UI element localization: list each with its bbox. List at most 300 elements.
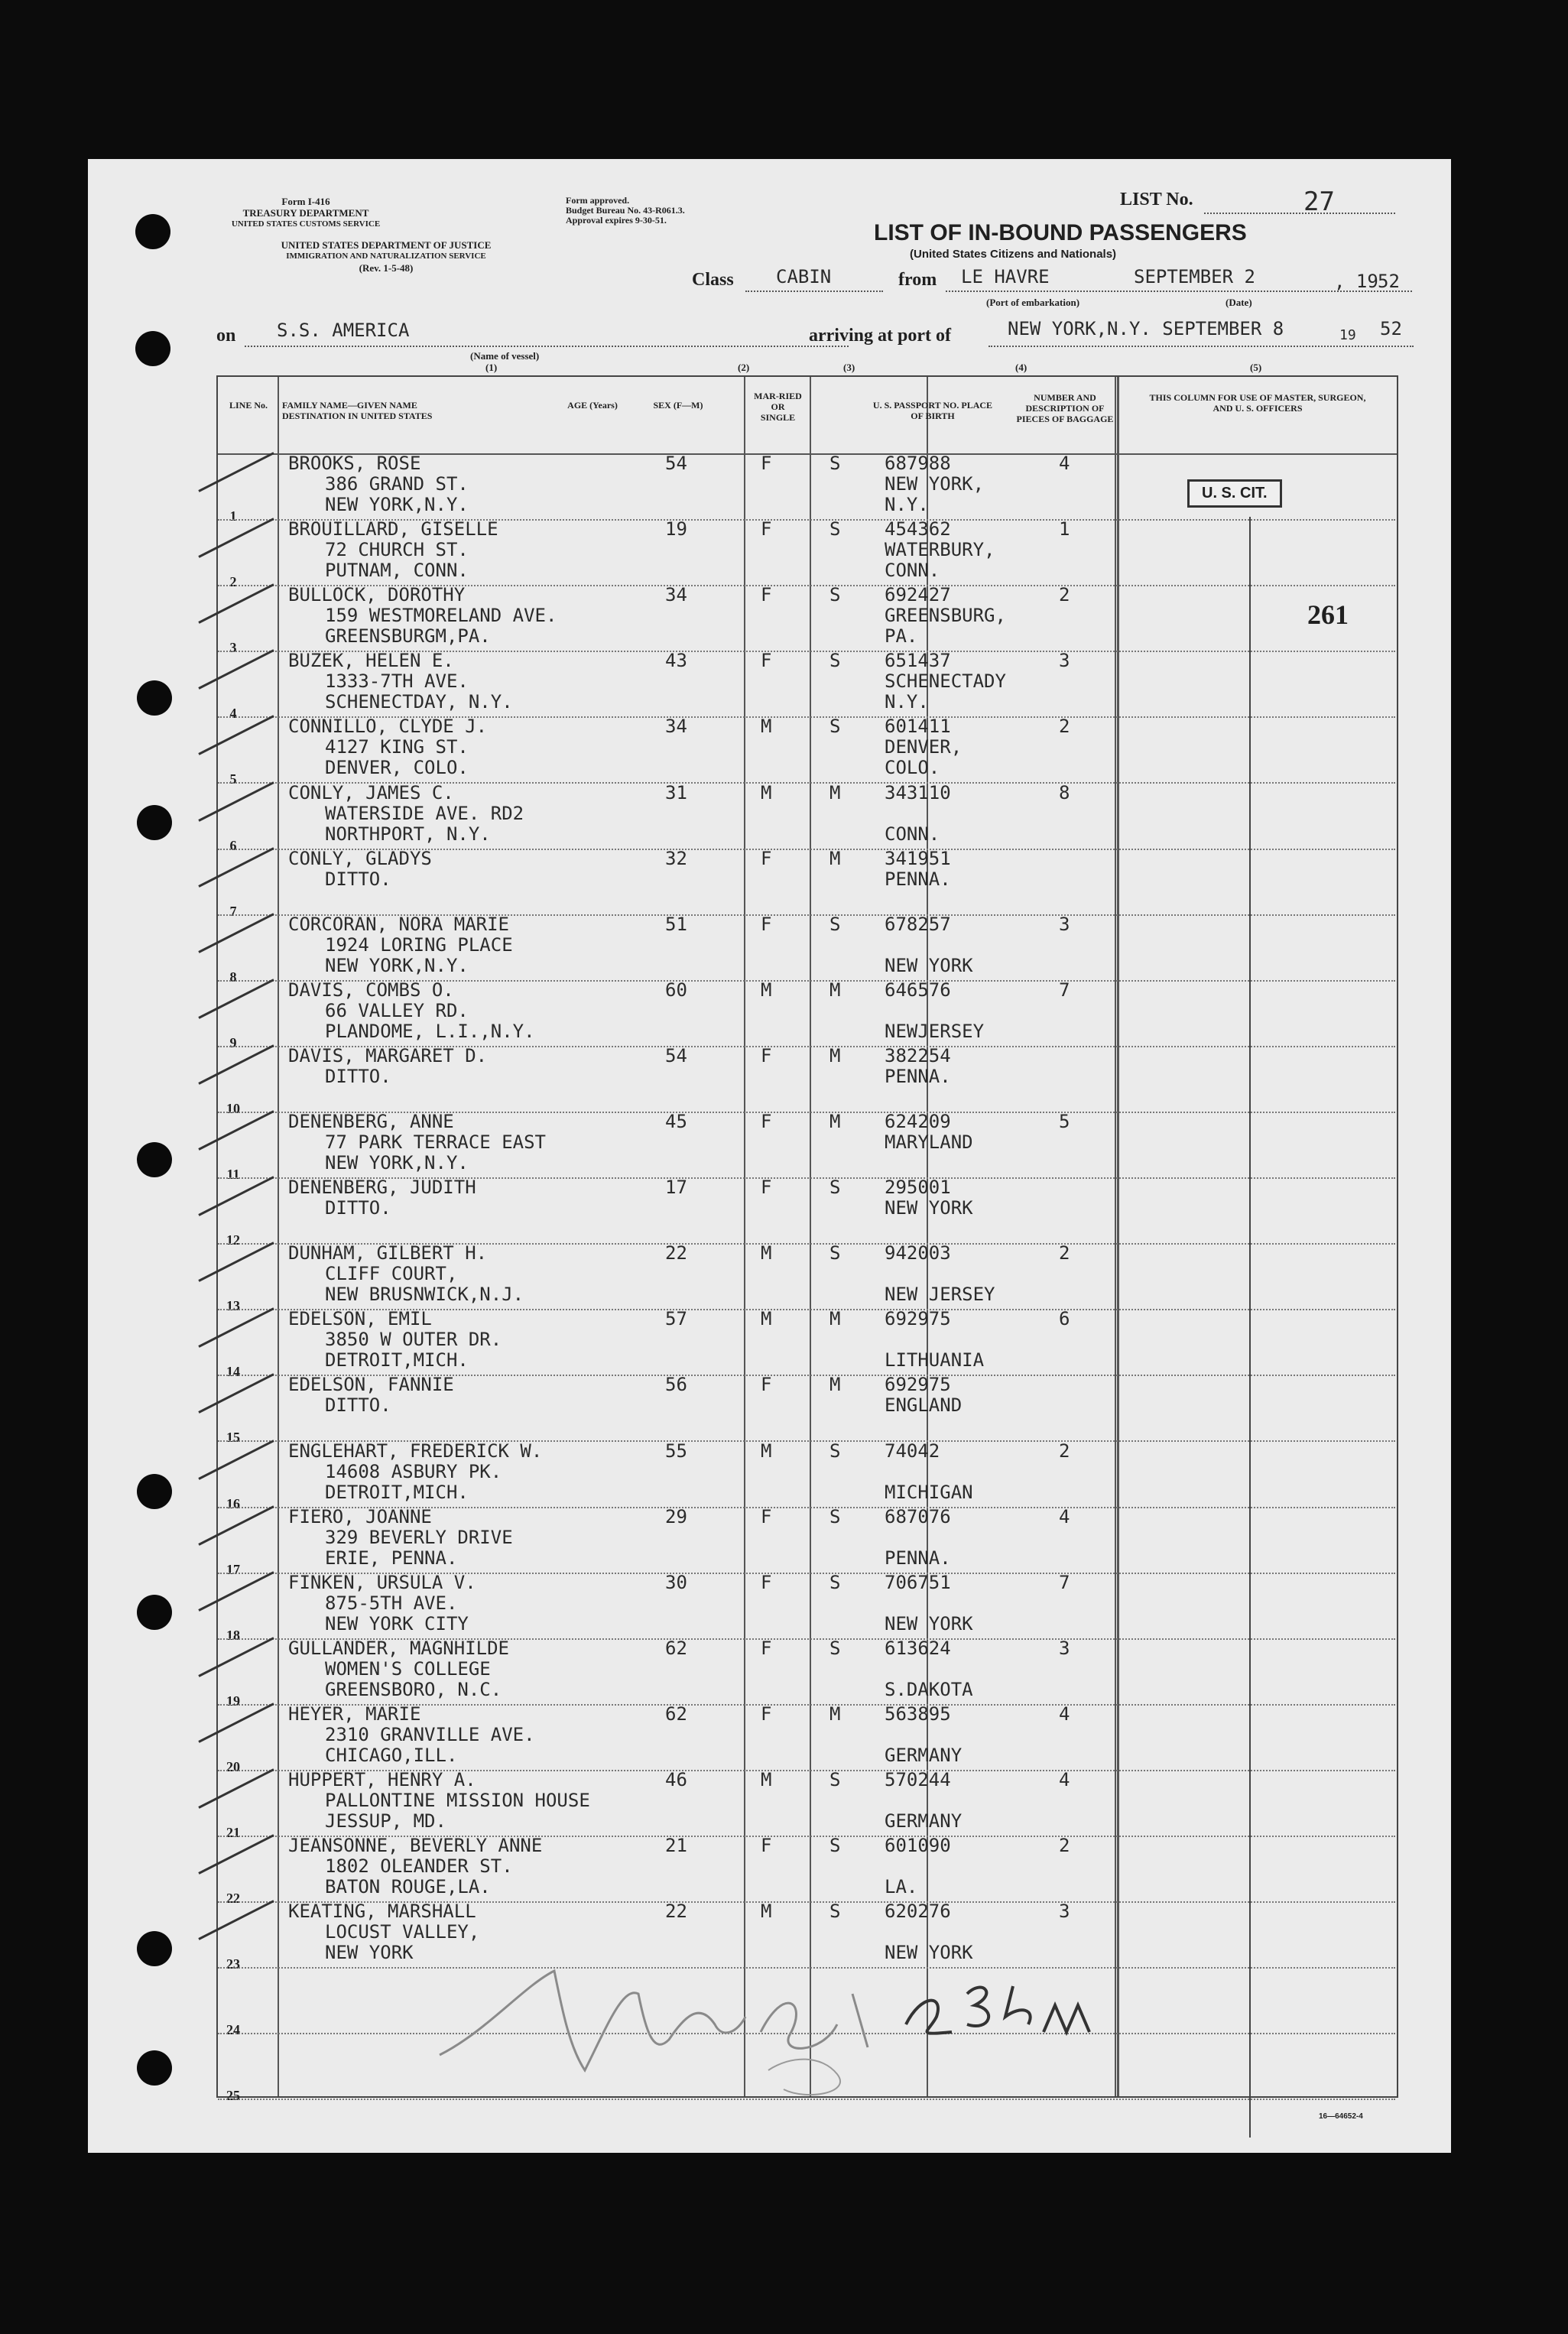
table-row	[218, 1835, 1265, 1907]
passenger-name: DAVIS, COMBS O.	[288, 979, 454, 1001]
col-num-3: (3)	[843, 362, 855, 373]
marital-status: S	[829, 1505, 841, 1527]
inspector-signature	[424, 1940, 883, 2108]
manifest-page	[88, 159, 1451, 2153]
table-row	[218, 913, 1265, 985]
baggage-count: 7	[1059, 979, 1070, 1001]
sex: M	[761, 1242, 772, 1264]
baggage-count: 3	[1059, 913, 1070, 935]
line-number: 3	[229, 640, 237, 656]
sex: F	[761, 518, 772, 540]
punch-hole	[137, 2050, 172, 2086]
address-line-2: DENVER, COLO.	[325, 757, 469, 779]
header-passport: U. S. PASSPORT NO. PLACE OF BIRTH	[872, 400, 993, 421]
marital-status: S	[829, 716, 841, 738]
birth-place-1: MARYLAND	[885, 1131, 973, 1153]
revision: (Rev. 1-5-48)	[359, 262, 414, 274]
baggage-count: 4	[1059, 1769, 1070, 1790]
age: 22	[665, 1901, 687, 1923]
check-mark-icon	[198, 1571, 274, 1612]
approval-block	[566, 196, 685, 226]
sex: F	[761, 1111, 772, 1132]
punch-hole	[137, 680, 172, 716]
address-line-1: WATERSIDE AVE. RD2	[325, 802, 524, 824]
page-title: LIST OF IN-BOUND PASSENGERS	[874, 220, 1247, 245]
passport-number: 570244	[885, 1769, 951, 1790]
marital-status: M	[829, 847, 841, 869]
table-row	[218, 518, 1265, 590]
passenger-name: CONNILLO, CLYDE J.	[288, 716, 488, 738]
marital-status: M	[829, 1044, 841, 1066]
table-row	[218, 453, 1265, 524]
sex: M	[761, 781, 772, 803]
sex: F	[761, 1637, 772, 1659]
passenger-name: KEATING, MARSHALL	[288, 1901, 476, 1923]
age: 43	[665, 650, 687, 672]
marital-status: S	[829, 1835, 841, 1857]
form-number-block	[214, 196, 398, 230]
birth-place-2: NEW YORK	[885, 1942, 973, 1964]
check-mark-icon	[198, 716, 274, 756]
line-number: 7	[229, 903, 237, 919]
birth-place-1: DENVER,	[885, 736, 963, 758]
marital-status: S	[829, 584, 841, 606]
line-number: 2	[229, 574, 237, 590]
baggage-count: 2	[1059, 1835, 1070, 1857]
passenger-name: DAVIS, MARGARET D.	[288, 1044, 488, 1066]
age: 51	[665, 913, 687, 935]
line-number: 8	[229, 969, 237, 985]
age: 45	[665, 1111, 687, 1132]
birth-place-1: PENNA.	[885, 1065, 951, 1087]
justice-block	[214, 239, 558, 274]
address-line-1: PALLONTINE MISSION HOUSE	[325, 1790, 590, 1811]
check-mark-icon	[198, 1308, 274, 1349]
line-number: 23	[226, 1956, 240, 1972]
check-mark-icon	[198, 847, 274, 888]
class-line	[745, 291, 883, 292]
header-age: AGE (Years)	[567, 400, 618, 411]
time-note	[891, 1963, 1166, 2047]
birth-place-2: GERMANY	[885, 1744, 963, 1766]
sex: M	[761, 1901, 772, 1923]
date-of-embarkation: SEPTEMBER 2	[1134, 266, 1255, 287]
form-approved: Form approved.	[566, 195, 630, 206]
marital-status: S	[829, 1242, 841, 1264]
baggage-count: 8	[1059, 781, 1070, 803]
address-line-1: WOMEN'S COLLEGE	[325, 1657, 491, 1680]
baggage-count: 3	[1059, 650, 1070, 672]
marital-status: M	[829, 1111, 841, 1132]
marital-status: M	[829, 1374, 841, 1396]
address-line-1: CLIFF COURT,	[325, 1263, 458, 1285]
passenger-name: DENENBERG, ANNE	[288, 1111, 454, 1132]
table-row	[218, 650, 1265, 722]
check-mark-icon	[198, 650, 274, 690]
line-number: 25	[226, 2088, 240, 2104]
col-num-2: (2)	[738, 362, 750, 373]
check-mark-icon	[198, 1176, 274, 1216]
address-line-1: LOCUST VALLEY,	[325, 1921, 480, 1943]
punch-hole	[137, 805, 172, 840]
passport-number: 624209	[885, 1111, 951, 1132]
age: 57	[665, 1308, 687, 1330]
birth-place-2: N.Y.	[885, 494, 929, 515]
baggage-count: 2	[1059, 1440, 1070, 1462]
passenger-name: FINKEN, URSULA V.	[288, 1571, 476, 1593]
age: 22	[665, 1242, 687, 1264]
line-number: 13	[226, 1298, 240, 1314]
line-number: 1	[229, 508, 237, 524]
table-row	[218, 781, 1265, 853]
passport-number: 692975	[885, 1374, 951, 1396]
address-line-2: NORTHPORT, N.Y.	[325, 823, 491, 845]
baggage-count: 4	[1059, 1505, 1070, 1527]
age: 19	[665, 518, 687, 540]
col-num-4: (4)	[1015, 362, 1027, 373]
baggage-count: 4	[1059, 453, 1070, 474]
birth-place-2: PENNA.	[885, 1547, 951, 1569]
passport-number: 295001	[885, 1177, 951, 1199]
punch-hole	[137, 1142, 172, 1177]
line-number: 6	[229, 837, 237, 853]
list-no-line	[1204, 213, 1395, 214]
table-row	[218, 1308, 1265, 1380]
marital-status: S	[829, 1571, 841, 1593]
address-line-2: JESSUP, MD.	[325, 1810, 446, 1832]
marital-status: M	[829, 1703, 841, 1725]
form-number: Form I-416	[281, 196, 330, 207]
address-line-2: DETROIT,MICH.	[325, 1349, 469, 1372]
immigration-service: IMMIGRATION AND NATURALIZATION SERVICE	[286, 252, 486, 261]
year-prefix: , 19	[1334, 271, 1378, 292]
from-label: from	[898, 270, 937, 290]
age: 62	[665, 1637, 687, 1659]
address-line-2: CHICAGO,ILL.	[325, 1744, 458, 1766]
passenger-name: BROOKS, ROSE	[288, 453, 421, 474]
check-mark-icon	[198, 583, 274, 624]
baggage-count: 1	[1059, 518, 1070, 540]
line-number: 14	[226, 1364, 240, 1380]
check-mark-icon	[198, 1834, 274, 1875]
passport-number: 601090	[885, 1835, 951, 1857]
marital-status: S	[829, 1637, 841, 1659]
check-mark-icon	[198, 1703, 274, 1743]
line-number: 16	[226, 1495, 240, 1511]
line-number: 9	[229, 1034, 237, 1050]
marital-status: S	[829, 1769, 841, 1790]
passport-number: 74042	[885, 1440, 940, 1462]
sex: F	[761, 1374, 772, 1396]
passport-number: 601411	[885, 716, 951, 738]
passport-number: 942003	[885, 1242, 951, 1264]
sex: F	[761, 1571, 772, 1593]
passenger-name: FIERO, JOANNE	[288, 1505, 432, 1527]
birth-place-2: PA.	[885, 625, 918, 648]
address-line-2: ERIE, PENNA.	[325, 1547, 458, 1569]
table-row	[218, 847, 1265, 919]
table-row	[218, 1374, 1265, 1446]
line-number: 10	[226, 1100, 240, 1116]
birth-place-2: LITHUANIA	[885, 1349, 985, 1372]
address-line-1: 3850 W OUTER DR.	[325, 1329, 502, 1351]
vessel-name: S.S. AMERICA	[277, 320, 410, 341]
birth-place-2: LA.	[885, 1876, 918, 1898]
baggage-count: 4	[1059, 1703, 1070, 1725]
sex: F	[761, 847, 772, 869]
header-married: MAR-RIED OR SINGLE	[754, 391, 802, 423]
table-row	[218, 1637, 1265, 1709]
port-of-arrival: NEW YORK,N.Y. SEPTEMBER 8	[1008, 318, 1284, 339]
passport-number: 613624	[885, 1637, 951, 1659]
approval-expires: Approval expires 9-30-51.	[566, 215, 667, 226]
year-embarkation: 52	[1378, 271, 1400, 292]
address-line-1: 14608 ASBURY PK.	[325, 1460, 502, 1482]
line-number: 11	[226, 1167, 240, 1182]
birth-place-2: S.DAKOTA	[885, 1678, 973, 1700]
line-number: 18	[226, 1627, 240, 1643]
address-line-1: 386 GRAND ST.	[325, 473, 469, 495]
address-line-1: 1333-7TH AVE.	[325, 670, 469, 693]
line-number: 5	[229, 771, 237, 787]
sex: M	[761, 1769, 772, 1790]
table-row	[218, 1111, 1265, 1182]
baggage-count: 3	[1059, 1901, 1070, 1923]
age: 55	[665, 1440, 687, 1462]
table-row	[218, 716, 1265, 787]
passenger-name: JEANSONNE, BEVERLY ANNE	[288, 1835, 543, 1857]
year-prefix-arrival: 19	[1339, 327, 1356, 343]
birth-place-1: ENGLAND	[885, 1394, 963, 1417]
sex: M	[761, 1308, 772, 1330]
citizen-stamp: U. S. CIT.	[1187, 479, 1282, 508]
birth-place-2: NEW JERSEY	[885, 1284, 995, 1306]
age: 29	[665, 1505, 687, 1527]
header-sex: SEX (F—M)	[653, 400, 703, 411]
age: 34	[665, 716, 687, 738]
justice-dept: UNITED STATES DEPARTMENT OF JUSTICE	[281, 239, 492, 251]
budget-bureau: Budget Bureau No. 43-R061.3.	[566, 205, 685, 216]
passport-number: 343110	[885, 781, 951, 803]
marital-status: S	[829, 913, 841, 935]
passenger-name: BULLOCK, DOROTHY	[288, 584, 466, 606]
check-mark-icon	[198, 1242, 274, 1282]
passenger-table	[216, 375, 1398, 2104]
address-line-2: PUTNAM, CONN.	[325, 560, 469, 582]
passenger-name: CONLY, JAMES C.	[288, 781, 454, 803]
marital-status: M	[829, 1308, 841, 1330]
table-row	[218, 1571, 1265, 1643]
passport-number: 692975	[885, 1308, 951, 1330]
address-line-1: DITTO.	[325, 868, 391, 890]
sex: F	[761, 913, 772, 935]
treasury-dept: TREASURY DEPARTMENT	[242, 207, 369, 219]
punch-hole	[137, 1595, 172, 1630]
header-line-no: LINE No.	[229, 400, 268, 411]
address-line-1: 66 VALLEY RD.	[325, 999, 469, 1021]
baggage-count: 7	[1059, 1571, 1070, 1593]
passenger-name: EDELSON, EMIL	[288, 1308, 432, 1330]
table-row	[218, 1440, 1265, 1511]
address-line-1: 1924 LORING PLACE	[325, 933, 513, 956]
date-caption: (Date)	[1226, 297, 1252, 308]
age: 32	[665, 847, 687, 869]
check-mark-icon	[198, 518, 274, 558]
list-number: 27	[1303, 187, 1335, 217]
sex: F	[761, 584, 772, 606]
passport-number: 646576	[885, 979, 951, 1001]
baggage-count: 2	[1059, 1242, 1070, 1264]
address-line-2: PLANDOME, L.I.,N.Y.	[325, 1020, 535, 1042]
birth-place-2: MICHIGAN	[885, 1481, 973, 1503]
age: 56	[665, 1374, 687, 1396]
age: 54	[665, 453, 687, 474]
arrival-line	[989, 346, 1414, 347]
address-line-1: DITTO.	[325, 1065, 391, 1087]
passenger-name: CONLY, GLADYS	[288, 847, 432, 869]
address-line-2: NEW YORK,N.Y.	[325, 954, 469, 976]
birth-place-2: CONN.	[885, 823, 940, 845]
table-row	[218, 1242, 1265, 1314]
line-number: 15	[226, 1430, 240, 1446]
sex: F	[761, 1703, 772, 1725]
passenger-name: GULLANDER, MAGNHILDE	[288, 1637, 509, 1659]
address-line-1: DITTO.	[325, 1394, 391, 1417]
address-line-1: 159 WESTMORELAND AVE.	[325, 605, 557, 627]
birth-place-1: NEW YORK	[885, 1197, 973, 1219]
birth-place-2: CONN.	[885, 560, 940, 582]
sex: F	[761, 1044, 772, 1066]
check-mark-icon	[198, 913, 274, 953]
age: 31	[665, 781, 687, 803]
table-row	[218, 1505, 1265, 1577]
list-no-label: LIST No.	[1120, 190, 1193, 209]
passport-number: 651437	[885, 650, 951, 672]
vessel-line	[245, 346, 849, 347]
marital-status: S	[829, 1177, 841, 1199]
page-subtitle: (United States Citizens and Nationals)	[910, 248, 1117, 261]
sex: F	[761, 1835, 772, 1857]
line-number: 22	[226, 1891, 240, 1907]
officer-number: 261	[1307, 599, 1349, 630]
birth-place-2: NEW YORK	[885, 1612, 973, 1634]
line-number: 20	[226, 1758, 240, 1774]
header-baggage: NUMBER AND DESCRIPTION OF PIECES OF BAGGAGE	[1016, 392, 1114, 424]
year-arrival: 52	[1380, 318, 1402, 339]
check-mark-icon	[198, 452, 274, 492]
age: 46	[665, 1769, 687, 1790]
sex: F	[761, 453, 772, 474]
punch-hole	[135, 331, 170, 366]
check-mark-icon	[198, 1505, 274, 1546]
address-line-1: 2310 GRANVILLE AVE.	[325, 1723, 535, 1745]
marital-status: S	[829, 453, 841, 474]
age: 54	[665, 1044, 687, 1066]
address-line-2: BATON ROUGE,LA.	[325, 1876, 491, 1898]
marital-status: S	[829, 650, 841, 672]
punch-hole	[137, 1474, 172, 1509]
address-line-2: NEW YORK,N.Y.	[325, 494, 469, 515]
address-line-2: GREENSBORO, N.C.	[325, 1678, 502, 1700]
address-line-2: NEW YORK	[325, 1942, 414, 1964]
citizen-bracket-line	[1249, 517, 1251, 2138]
baggage-count: 2	[1059, 716, 1070, 738]
line-number: 12	[226, 1232, 240, 1248]
punch-hole	[137, 1931, 172, 1966]
line-number: 17	[226, 1561, 240, 1577]
passport-number: 687988	[885, 453, 951, 474]
on-label: on	[216, 326, 236, 346]
birth-place-1: SCHENECTADY	[885, 670, 1006, 693]
passenger-name: CORCORAN, NORA MARIE	[288, 913, 509, 935]
line-number: 4	[229, 706, 237, 722]
sex: M	[761, 716, 772, 738]
passport-number: 706751	[885, 1571, 951, 1593]
baggage-count: 6	[1059, 1308, 1070, 1330]
passport-number: 692427	[885, 584, 951, 606]
line-number: 19	[226, 1693, 240, 1709]
birth-place-2: NEWJERSEY	[885, 1020, 985, 1042]
birth-place-1: PENNA.	[885, 868, 951, 890]
address-line-2: NEW YORK,N.Y.	[325, 1152, 469, 1173]
age: 62	[665, 1703, 687, 1725]
sex: F	[761, 1177, 772, 1199]
passport-number: 678257	[885, 913, 951, 935]
check-mark-icon	[198, 1044, 274, 1085]
birth-place-1: GREENSBURG,	[885, 605, 1006, 627]
check-mark-icon	[198, 781, 274, 822]
port-embarkation-caption: (Port of embarkation)	[986, 297, 1080, 308]
address-line-1: 329 BEVERLY DRIVE	[325, 1526, 513, 1548]
passenger-name: BUZEK, HELEN E.	[288, 650, 454, 672]
check-mark-icon	[198, 1374, 274, 1414]
address-line-1: 4127 KING ST.	[325, 736, 469, 758]
punch-hole	[135, 214, 170, 249]
passport-number: 382254	[885, 1044, 951, 1066]
passport-number: 687076	[885, 1505, 951, 1527]
footer-code: 16—64652-4	[1319, 2112, 1363, 2121]
check-mark-icon	[198, 1768, 274, 1809]
table-row	[218, 1703, 1265, 1774]
sex: F	[761, 1505, 772, 1527]
check-mark-icon	[198, 1900, 274, 1940]
address-line-1: 1802 OLEANDER ST.	[325, 1855, 513, 1878]
passenger-name: ENGLEHART, FREDERICK W.	[288, 1440, 543, 1462]
port-of-embarkation: LE HAVRE	[961, 266, 1050, 287]
birth-place-1: WATERBURY,	[885, 539, 995, 561]
passenger-name: HUPPERT, HENRY A.	[288, 1769, 476, 1790]
address-line-2: NEW BRUSNWICK,N.J.	[325, 1284, 524, 1306]
address-line-1: DITTO.	[325, 1197, 391, 1219]
table-row	[218, 1177, 1265, 1248]
header-name: FAMILY NAME—GIVEN NAME DESTINATION IN UNITED STATES	[282, 400, 433, 421]
marital-status: M	[829, 781, 841, 803]
check-mark-icon	[198, 1110, 274, 1151]
address-line-2: DETROIT,MICH.	[325, 1481, 469, 1503]
header-officers: THIS COLUMN FOR USE OF MASTER, SURGEON, AND U. S. OFFICERS	[1149, 392, 1366, 414]
col-num-5: (5)	[1250, 362, 1262, 373]
age: 21	[665, 1835, 687, 1857]
age: 17	[665, 1177, 687, 1199]
sex: M	[761, 1440, 772, 1462]
check-mark-icon	[198, 979, 274, 1019]
passenger-name: DENENBERG, JUDITH	[288, 1177, 476, 1199]
table-row	[218, 1769, 1265, 1840]
passport-number: 563895	[885, 1703, 951, 1725]
baggage-count: 2	[1059, 584, 1070, 606]
address-line-2: SCHENECTDAY, N.Y.	[325, 691, 513, 713]
marital-status: M	[829, 979, 841, 1001]
